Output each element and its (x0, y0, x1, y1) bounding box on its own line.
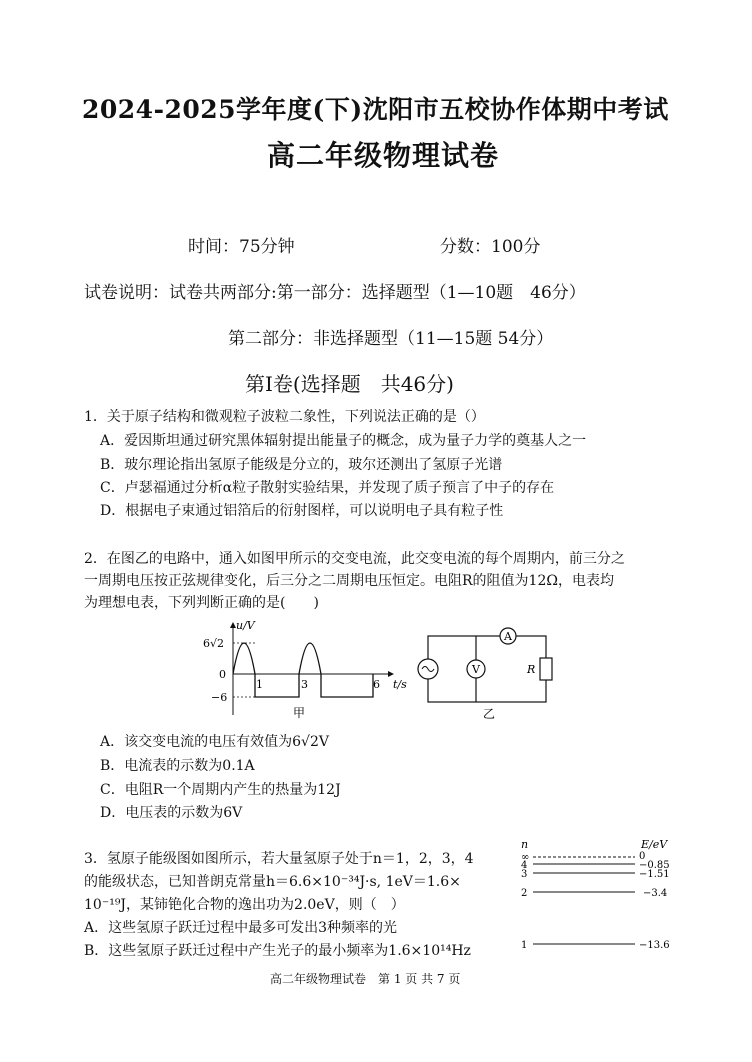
circuit-caption: 乙 (483, 707, 496, 721)
level-n-4: 4 (521, 860, 528, 871)
y-axis-label: u/V (236, 619, 255, 632)
page-footer: 高二年级物理试卷 第 1 页 共 7 页 (270, 972, 461, 986)
question-2-stem-line1: 2．在图乙的电路中，通入如图甲所示的交变电流，此交变电流的每个周期内，前三分之 (84, 551, 625, 567)
question-3-stem-line2: 的能级状态，已知普朗克常量h＝6.6×10⁻³⁴J·s, 1eV＝1.6× (84, 874, 461, 890)
question-2-option-d: D．电压表的示数为6V (100, 805, 243, 821)
question-1-option-d: D．根据电子束通过铝箔后的衍射图样，可以说明电子具有粒子性 (100, 503, 504, 519)
question-1-stem: 1．关于原子结构和微观粒子波粒二象性，下列说法正确的是（） (84, 409, 485, 425)
paper-description-line2: 第二部分：非选择题型（11—15题 54分） (228, 329, 554, 349)
y-tick-peak: 6√2 (203, 637, 225, 650)
x-tick-1: 1 (256, 678, 263, 691)
x-tick-6: 6 (373, 678, 380, 691)
level-n-1: 1 (521, 940, 528, 951)
x-tick-3: 3 (301, 678, 308, 691)
circuit-diagram (410, 620, 560, 722)
graph-caption: 甲 (293, 706, 306, 720)
x-axis-label: t/s (393, 678, 407, 691)
voltmeter-label: V (472, 663, 480, 676)
paper-subtitle: 高二年级物理试卷 (267, 139, 500, 172)
question-2-option-b: B．电流表的示数为0.1A (100, 758, 255, 774)
resistor-symbol (540, 658, 552, 680)
y-tick-negative: −6 (211, 691, 228, 704)
question-2-stem-line3: 为理想电表，下列判断正确的是( ) (84, 595, 319, 611)
sine-arc-1 (233, 643, 255, 674)
level-e-3: −1.51 (639, 869, 670, 880)
level-n-2: 2 (521, 888, 528, 899)
score-info: 分数：100分 (440, 237, 541, 257)
sine-arc-2 (299, 643, 321, 674)
exam-title: 2024-2025学年度(下)沈阳市五校协作体期中考试 (82, 95, 669, 124)
resistor-label: R (527, 663, 536, 676)
level-e-4: −0.85 (639, 860, 670, 871)
constant-segment-2 (321, 674, 373, 697)
level-n-3: 3 (521, 869, 528, 880)
time-info: 时间：75分钟 (188, 237, 295, 257)
ammeter-label: A (504, 630, 512, 643)
level-e-1: −13.6 (639, 940, 670, 951)
question-2-option-c: C．电阻R一个周期内产生的热量为12J (100, 782, 341, 798)
level-n-infinity: ∞ (521, 852, 530, 863)
question-1-option-c: C．卢瑟福通过分析α粒子散射实验结果，并发现了质子预言了中子的存在 (100, 480, 555, 496)
level-e-2: −3.4 (643, 888, 668, 899)
section-title: 第Ⅰ卷(选择题 共46分) (245, 372, 454, 396)
question-3-stem-line3: 10⁻¹⁹J，某铈铯化合物的逸出功为2.0eV，则（ ） (84, 897, 405, 913)
n-column-label: n (521, 838, 529, 851)
voltage-time-graph (195, 615, 410, 723)
question-3-option-b: B．这些氢原子跃迁过程中产生光子的最小频率为1.6×10¹⁴Hz (84, 943, 471, 959)
question-3-stem-line1: 3．氢原子能级图如图所示，若大量氢原子处于n＝1，2，3，4 (84, 851, 474, 867)
question-1-option-b: B．玻尔理论指出氢原子能级是分立的，玻尔还测出了氢原子光谱 (100, 457, 503, 473)
question-2-stem-line2: 一周期电压按正弦规律变化，后三分之二周期电压恒定。电阻R的阻值为12Ω，电表均 (84, 573, 614, 589)
energy-level-diagram (515, 836, 675, 956)
y-tick-zero: 0 (219, 668, 226, 681)
question-2-option-a: A．该交变电流的电压有效值为6√2V (100, 734, 329, 750)
energy-column-label: E/eV (641, 838, 668, 851)
paper-description-line1: 试卷说明：试卷共两部分:第一部分：选择题型（1—10题 46分） (84, 283, 586, 303)
level-e-infinity: 0 (639, 851, 646, 862)
question-3-option-a: A．这些氢原子跃迁过程中最多可发出3种频率的光 (84, 920, 398, 936)
question-1-option-a: A．爱因斯坦通过研究黑体辐射提出能量子的概念，成为量子力学的奠基人之一 (100, 433, 587, 449)
